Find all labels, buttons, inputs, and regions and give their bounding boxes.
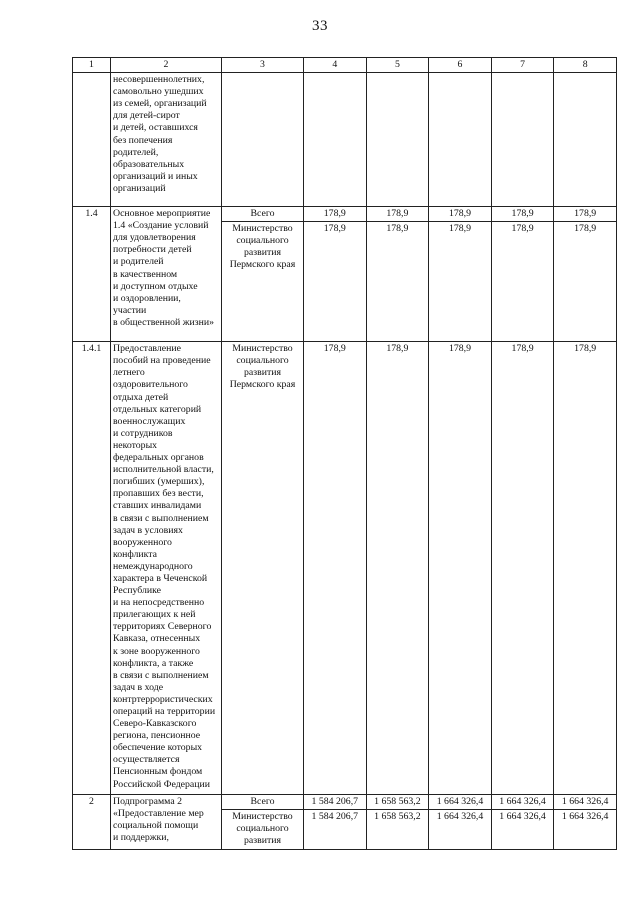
value-cell: 1 664 326,4: [429, 795, 492, 810]
header-cell: 2: [111, 58, 222, 73]
executor-cell: Министерство социального развития: [222, 810, 304, 849]
value-cell: 178,9: [491, 342, 554, 795]
table-row: [73, 73, 617, 207]
value-cell: 1 584 206,7: [304, 810, 367, 849]
empty-cell: [429, 73, 492, 207]
value-cell: 1 664 326,4: [429, 810, 492, 849]
empty-cell: [222, 73, 304, 207]
header-cell: 7: [491, 58, 554, 73]
table-row: [73, 207, 617, 222]
row-description: Основное мероприятие 1.4 «Создание условий для удовлетворения потребности детей и родителей в качественном и доступном отдыхе и оздоровлении, участии в общественной жизни»: [111, 207, 222, 342]
executor-cell: Всего: [222, 207, 304, 222]
value-cell: 178,9: [554, 222, 617, 342]
empty-cell: [554, 73, 617, 207]
executor-cell: Всего: [222, 795, 304, 810]
value-cell: 178,9: [429, 222, 492, 342]
page-number: 33: [312, 18, 328, 34]
header-cell: 8: [554, 58, 617, 73]
value-cell: 178,9: [429, 342, 492, 795]
row-code: 1.4: [73, 207, 111, 342]
header-cell: 5: [366, 58, 429, 73]
table-row: [73, 795, 617, 810]
value-cell: 178,9: [491, 207, 554, 222]
value-cell: 1 658 563,2: [366, 810, 429, 849]
value-cell: 178,9: [366, 222, 429, 342]
executor-cell: Министерство социального развития Пермского края: [222, 222, 304, 342]
row-code: 1.4.1: [73, 342, 111, 795]
value-cell: 178,9: [304, 222, 367, 342]
header-row: [73, 58, 617, 73]
row-code: [73, 73, 111, 207]
value-cell: 1 658 563,2: [366, 795, 429, 810]
value-cell: 178,9: [491, 222, 554, 342]
value-cell: 1 664 326,4: [491, 795, 554, 810]
value-cell: 1 664 326,4: [491, 810, 554, 849]
value-cell: 1 664 326,4: [554, 795, 617, 810]
row-description: Подпрограмма 2 «Предоставление мер социальной помощи и поддержки,: [111, 795, 222, 849]
row-description: несовершеннолетних, самовольно ушедших из семей, организаций для детей-сирот и детей, оставшихся без попечения родителей, образовательных организаций и иных организаций: [111, 73, 222, 207]
value-cell: 178,9: [304, 342, 367, 795]
executor-cell: Министерство социального развития Пермского края: [222, 342, 304, 795]
value-cell: 1 664 326,4: [554, 810, 617, 849]
value-cell: 178,9: [554, 342, 617, 795]
empty-cell: [491, 73, 554, 207]
header-cell: 1: [73, 58, 111, 73]
empty-cell: [304, 73, 367, 207]
row-description: Предоставление пособий на проведение летнего оздоровительного отдыха детей отдельных категорий военнослужащих и сотрудников некоторых федеральных органов исполнительной власти, погибших (умерших), пропавших без вести, ставших инвалидами в связи с выполнением задач в условиях вооруженного конфликта немеждународного характера в Чеченской Республике и на непосредственно прилегающих к ней территориях Северного Кавказа, отнесенных к зоне вооруженного конфликта, а также в связи с выполнением задач в ходе контртеррористических операций на территории Северо-Кавказского региона, пенсионное обеспечение которых осуществляется Пенсионным фондом Российской Федерации: [111, 342, 222, 795]
row-code: 2: [73, 795, 111, 849]
value-cell: 178,9: [304, 207, 367, 222]
value-cell: 1 584 206,7: [304, 795, 367, 810]
value-cell: 178,9: [366, 342, 429, 795]
value-cell: 178,9: [554, 207, 617, 222]
empty-cell: [366, 73, 429, 207]
header-cell: 3: [222, 58, 304, 73]
header-cell: 6: [429, 58, 492, 73]
budget-table: [72, 57, 617, 850]
value-cell: 178,9: [429, 207, 492, 222]
header-cell: 4: [304, 58, 367, 73]
value-cell: 178,9: [366, 207, 429, 222]
table-row: [73, 342, 617, 795]
